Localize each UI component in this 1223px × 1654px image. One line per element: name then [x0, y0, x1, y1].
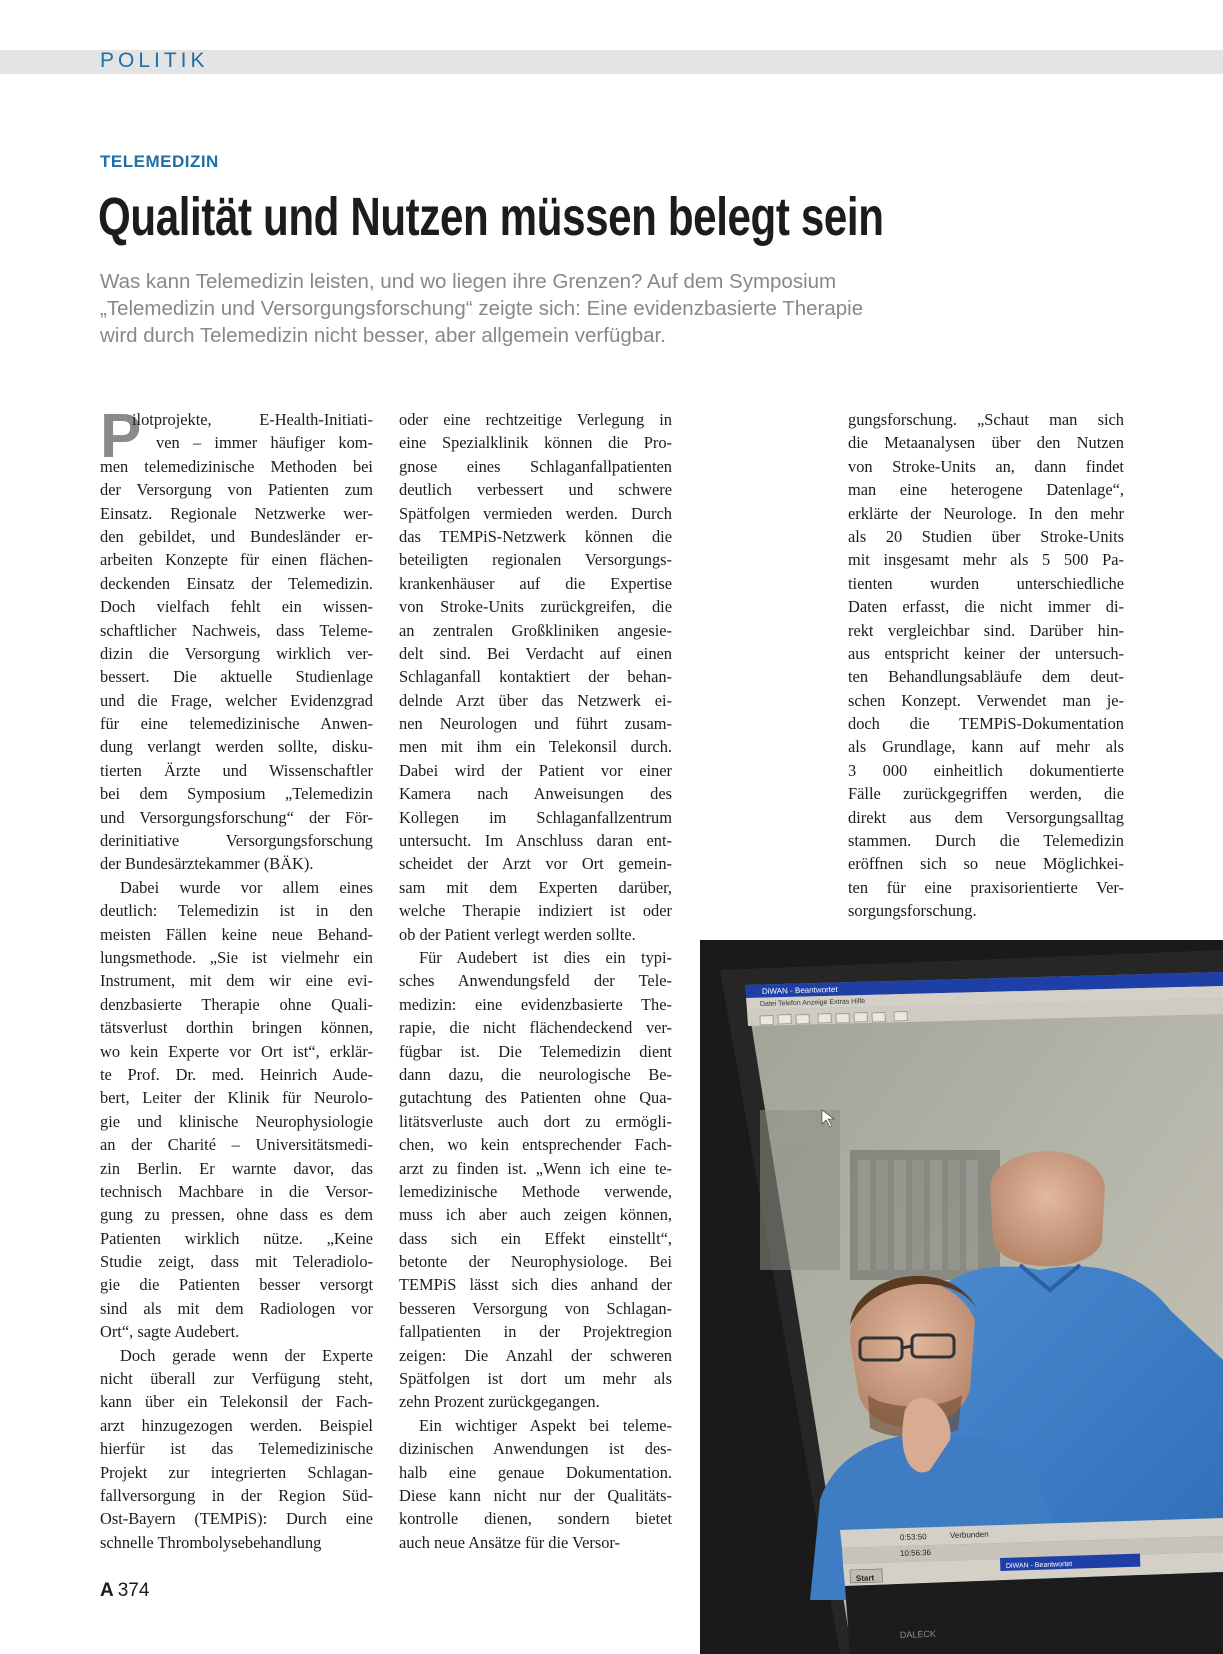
screen-start: Start: [855, 1573, 875, 1583]
text-line: arbeiten Konzepte für einen flächen-: [100, 550, 373, 570]
text-line: dung verlangt werden sollte, disku-: [100, 737, 373, 757]
text-line: sam mit dem Experten darüber,: [399, 877, 672, 897]
text-line: Doch vielfach fehlt ein wissen-: [100, 597, 373, 617]
text-line: chen, wo kein entsprechender Fach-: [399, 1135, 672, 1155]
text-line: delt sind. Bei Verdacht auf einen: [399, 643, 672, 663]
screen-menu: Datei Telefon Anzeige Extras Hilfe: [759, 998, 866, 1008]
article-headline: Qualität und Nutzen müssen belegt sein: [98, 187, 884, 247]
lead-line: wird durch Telemedizin nicht besser, aber allgemein verfügbar.: [100, 324, 666, 347]
text-line: ob der Patient verlegt werden sollte.: [399, 924, 636, 944]
text-line: derinitiative Versorgungsforschung: [100, 831, 373, 851]
text-line: von Stroke-Units an, dann findet: [848, 456, 1124, 476]
text-line: betonte der Neurophysiologe. Bei: [399, 1252, 672, 1272]
screen-time-2: 10:56:36: [899, 1548, 932, 1558]
text-line: bessert. Die aktuelle Studienlage: [100, 667, 373, 687]
text-line: men mit ihm ein Telekonsil durch.: [399, 737, 672, 757]
text-line: muss ich aber auch zeigen können,: [399, 1205, 672, 1225]
text-line: ven – immer häufiger kom-: [156, 433, 373, 453]
text-line: und die Frage, welcher Evidenzgrad: [100, 690, 373, 710]
text-line: Instrument, mit dem wir eine evi-: [100, 971, 373, 991]
text-line: gnose eines Schlaganfallpatienten: [399, 456, 672, 476]
section-label: POLITIK: [100, 49, 209, 72]
text-line: Einsatz. Regionale Netzwerke wer-: [100, 503, 373, 523]
text-line: Projekt zur integrierten Schlagan-: [100, 1462, 373, 1482]
text-line: arzt hinzugezogen werden. Beispiel: [100, 1415, 373, 1435]
text-line: kann über ein Telekonsil der Fach-: [100, 1392, 373, 1412]
text-line: te Prof. Dr. med. Heinrich Aude-: [100, 1064, 373, 1084]
text-line: als Grundlage, kann auf mehr als: [848, 737, 1124, 757]
text-column-1: [100, 402, 373, 1554]
text-line: zeigen: Die Anzahl der schweren: [399, 1345, 672, 1365]
text-line: tienten wurden unterschiedliche: [848, 573, 1124, 593]
screen-status: Verbunden: [949, 1529, 989, 1540]
text-line: tierten Ärzte und Wissenschaftler: [100, 760, 373, 780]
text-line: gung zu pressen, ohne dass es dem: [100, 1205, 373, 1225]
lead-line: Was kann Telemedizin leisten, und wo liegen ihre Grenzen? Auf dem Symposium: [100, 270, 837, 293]
text-line: tätsverlust dorthin bringen können,: [100, 1018, 373, 1038]
text-line: sorgungsforschung.: [848, 901, 977, 921]
text-line: das TEMPiS-Netzwerk können die: [399, 526, 672, 546]
lead-line: „Telemedizin und Versorgungsforschung“ zeigte sich: Eine evidenzbasierte Therapie: [100, 297, 864, 320]
text-line: krankenhäuser auf die Expertise: [399, 573, 672, 593]
text-line: 3 000 einheitlich dokumentierte: [848, 760, 1124, 780]
article-lead: [100, 268, 1000, 349]
text-line: schnelle Thrombolysebehandlung: [100, 1532, 322, 1552]
folio-number: 374: [117, 1580, 150, 1601]
text-line: aus entspricht keiner der untersuch-: [848, 643, 1124, 663]
telekonsil-photo: [700, 940, 1223, 1654]
text-line: mit insgesamt mehr als 5 500 Pa-: [848, 550, 1124, 570]
text-line: eröffnen sich so neue Möglichkei-: [848, 854, 1124, 874]
text-line: wo kein Experte vor Ort ist“, erklär-: [100, 1041, 373, 1061]
text-line: man eine heterogene Datenlage“,: [848, 480, 1124, 500]
text-line: rapie, die nicht flächendeckend ver-: [399, 1018, 672, 1038]
text-line: an der Charité – Universitätsmedi-: [100, 1135, 373, 1155]
text-line: Patienten wirklich nütze. „Keine: [100, 1228, 373, 1248]
text-line: TEMPiS lässt sich dies anhand der: [399, 1275, 672, 1295]
article-kicker: TELEMEDIZIN: [100, 152, 219, 171]
text-line: Doch gerade wenn der Experte: [120, 1345, 373, 1365]
text-line: nen Neurologen und führt zusam-: [399, 714, 672, 734]
text-line: meisten Fällen keine neue Behand-: [100, 924, 373, 944]
text-line: gie die Patienten besser versorgt: [100, 1275, 373, 1295]
text-line: deutlich verbessert und schwere: [399, 480, 672, 500]
text-line: hierfür ist das Telemedizinische: [100, 1439, 373, 1459]
text-line: sind als mit dem Radiologen vor: [100, 1298, 373, 1318]
text-line: für eine telemedizinische Anwen-: [100, 714, 373, 734]
text-line: schen Konzept. Verwendet man je-: [848, 690, 1124, 710]
text-line: halb eine genaue Dokumentation.: [399, 1462, 672, 1482]
text-line: dass sich ein Effekt einstellt“,: [399, 1228, 672, 1248]
text-line: kontrolle dienen, sondern bietet: [399, 1509, 672, 1529]
screen-task: DiWAN - Beantwortet: [1005, 1560, 1073, 1570]
text-line: Kamera nach Anweisungen des: [399, 784, 672, 804]
article-photo: [700, 940, 1223, 1654]
text-line: scheidet der Arzt vor Ort gemein-: [399, 854, 672, 874]
text-line: fallpatienten in der Projektregion: [399, 1322, 672, 1342]
text-line: Fälle zurückgegriffen werden, die: [848, 784, 1124, 804]
text-line: der Versorgung von Patienten zum: [100, 480, 373, 500]
text-line: Ort“, sagte Audebert.: [100, 1322, 240, 1342]
text-line: lemedizinische Methode verwende,: [399, 1181, 672, 1201]
screen-time-1: 0:53:50: [899, 1532, 927, 1542]
text-line: Spätfolgen vermieden werden. Durch: [399, 503, 672, 523]
text-line: technisch Machbare in die Versor-: [100, 1181, 373, 1201]
text-line: zehn Prozent zurückgegangen.: [399, 1392, 600, 1412]
text-line: ten für eine praxisorientierte Ver-: [848, 877, 1124, 897]
text-line: untersucht. Im Anschluss daran ent-: [399, 831, 672, 851]
text-line: oder eine rechtzeitige Verlegung in: [399, 410, 672, 429]
text-line: Spätfolgen ist dort um mehr als: [399, 1369, 672, 1389]
text-line: der Bundesärztekammer (BÄK).: [100, 854, 314, 874]
text-line: Dabei wurde vor allem eines: [120, 877, 373, 897]
text-line: welche Therapie indiziert ist oder: [399, 901, 672, 921]
text-line: Kollegen im Schlaganfallzentrum: [399, 807, 672, 827]
text-line: gutachtung des Patienten ohne Qua-: [399, 1088, 672, 1108]
text-line: bei dem Symposium „Telemedizin: [100, 784, 373, 804]
text-line: litätsverluste auch dort zu ermögli-: [399, 1111, 672, 1131]
text-line: dizin die Versorgung wirklich ver-: [100, 643, 373, 663]
text-line: delnde Arzt über das Netzwerk ei-: [399, 690, 672, 710]
screen-title: DiWAN - Beantwortet: [761, 984, 838, 996]
text-line: den gebildet, und Bundesländer er-: [100, 526, 373, 546]
text-line: dann dazu, die neurologische Be-: [399, 1064, 672, 1084]
text-line: von Stroke-Units zurückgreifen, die: [399, 597, 672, 617]
text-line: Für Audebert ist dies ein typi-: [419, 947, 672, 967]
text-line: rekt vergleichbar sind. Darüber hin-: [848, 620, 1124, 640]
text-line: und Versorgungsforschung“ der För-: [100, 807, 373, 827]
text-line: eine Spezialklinik können die Pro-: [399, 433, 672, 453]
text-line: doch die TEMPiS-Dokumentation: [848, 714, 1124, 734]
text-line: Studie zeigt, dass mit Teleradiolo-: [100, 1252, 373, 1272]
text-line: sches Anwendungsfeld der Tele-: [399, 971, 672, 991]
text-line: dizinischen Anwendungen ist des-: [399, 1439, 672, 1459]
folio-prefix: A: [100, 1580, 114, 1601]
text-line: Diese kann nicht nur der Qualitäts-: [399, 1485, 672, 1505]
text-line: deutlich: Telemedizin ist in den: [100, 901, 373, 921]
text-line: bert, Leiter der Klinik für Neurolo-: [100, 1088, 373, 1108]
text-line: an zentralen Großkliniken angesie-: [399, 620, 672, 640]
text-line: stammen. Durch die Telemedizin: [848, 831, 1124, 851]
text-line: direkt aus dem Versorgungsalltag: [848, 807, 1124, 827]
text-line: gungsforschung. „Schaut man sich: [848, 410, 1124, 429]
text-line: deckenden Einsatz der Telemedizin.: [100, 573, 373, 593]
text-line: als 20 Studien über Stroke-Units: [848, 526, 1124, 546]
text-line: denzbasierte Therapie ohne Quali-: [100, 994, 373, 1014]
text-line: Dabei wird der Patient vor einer: [399, 760, 672, 780]
text-line: Ost-Bayern (TEMPiS): Durch eine: [100, 1509, 373, 1529]
text-line: fügbar ist. Die Telemedizin dient: [399, 1041, 672, 1061]
text-line: besseren Versorgung von Schlagan-: [399, 1298, 672, 1318]
text-column-2: [399, 408, 672, 1554]
text-line: men telemedizinische Methoden bei: [100, 456, 373, 476]
text-line: die Metaanalysen über den Nutzen: [848, 433, 1124, 453]
dropcap: P: [100, 402, 142, 471]
text-line: Daten erfasst, die nicht immer di-: [848, 597, 1124, 617]
page-number: [100, 1580, 149, 1602]
monitor-brand: DALECK: [899, 1628, 937, 1640]
text-line: zin Berlin. Er warnte davor, das: [100, 1158, 373, 1178]
text-line: ten Behandlungsabläufe dem deut-: [848, 667, 1124, 687]
text-line: Schlaganfall kontaktiert der behan-: [399, 667, 672, 687]
text-line: gie und klinische Neurophysiologie: [100, 1111, 373, 1131]
text-line: ilotprojekte, E-Health-Initiati-: [132, 410, 373, 429]
text-line: medizin: eine evidenzbasierte The-: [399, 994, 672, 1014]
text-line: auch neue Ansätze für die Versor-: [399, 1532, 621, 1552]
text-line: arzt zu finden ist. „Wenn ich eine te-: [399, 1158, 672, 1178]
text-line: Ein wichtiger Aspekt bei teleme-: [419, 1415, 672, 1435]
text-line: nicht überall zur Verfügung steht,: [100, 1369, 373, 1389]
text-line: erklärte der Neurologe. In den mehr: [848, 503, 1124, 523]
text-line: fallversorgung in der Region Süd-: [100, 1485, 373, 1505]
text-column-3: [848, 408, 1124, 923]
text-line: lungsmethode. „Sie ist vielmehr ein: [100, 947, 373, 967]
text-line: schaftlicher Nachweis, dass Teleme-: [100, 620, 373, 640]
text-line: beteiligten regionalen Versorgungs-: [399, 550, 672, 570]
